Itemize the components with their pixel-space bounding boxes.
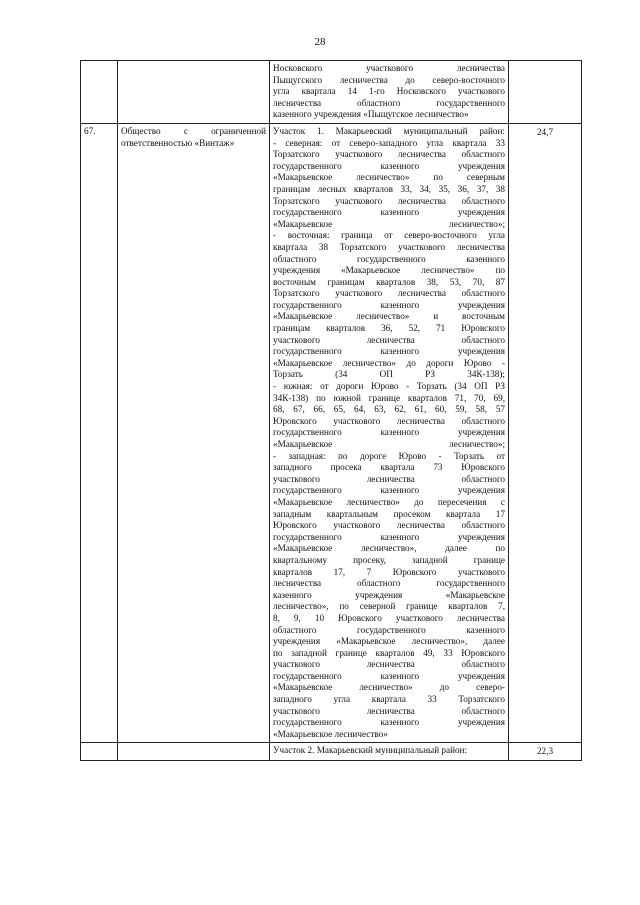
description-line: участкового лесничества областного xyxy=(273,334,505,345)
description-line: западным квартальным просеком квартала 17 xyxy=(273,508,505,519)
description-line: «Макарьевское лесничество» xyxy=(273,728,388,739)
page-number: 28 xyxy=(314,36,326,48)
cell-organization xyxy=(118,123,270,742)
description-line: государственного казенного учреждения xyxy=(273,160,505,171)
cell-area-plot-2: 22,3 xyxy=(509,743,582,761)
description-line: государственного казенного учреждения xyxy=(273,670,505,681)
description-line: 68, 67, 66, 65, 64, 63, 62, 61, 60, 59, 58, 57 xyxy=(273,404,505,415)
description-line: Торзатского участкового лесничества областного xyxy=(273,288,505,299)
table-row-67 xyxy=(81,123,582,742)
description-line: государственного казенного учреждения xyxy=(273,427,505,438)
cell-org-empty xyxy=(118,743,270,761)
table-row-continuation xyxy=(81,61,582,124)
description-line: 34К-138) по южной границе кварталов 71, 70, 69, xyxy=(273,392,505,403)
cell-org-empty xyxy=(118,61,270,124)
description-line: - южная: от дороги Юрово - Торзать (34 ОП РЗ xyxy=(273,381,505,392)
description-line: областного государственного казенного xyxy=(273,624,505,635)
description-line: угла квартала 14 1-го Носковского участкового xyxy=(273,86,505,97)
description-line: кварталов 17, 7 Юровского участкового xyxy=(273,566,505,577)
description-line: учреждения «Макарьевское лесничество», далее xyxy=(273,636,505,647)
description-line: государственного казенного учреждения xyxy=(273,717,505,728)
description-line: «Макарьевское лесничество»; xyxy=(273,218,505,229)
cell-row-number: 67. xyxy=(81,123,118,742)
description-line: государственного казенного учреждения xyxy=(273,485,505,496)
cell-description-plot-1 xyxy=(270,123,509,742)
cell-number-empty xyxy=(81,743,118,761)
cell-description-continuation xyxy=(270,61,509,124)
description-line: участкового лесничества областного xyxy=(273,473,505,484)
cell-area-plot-1: 24,7 xyxy=(509,123,582,742)
description-line: казенного учреждения «Макарьевское xyxy=(273,589,505,600)
table-row-67-plot-2 xyxy=(81,743,582,761)
description-line: границам лесных кварталов 33, 34, 35, 36, 37, 38 xyxy=(273,183,505,194)
description-line: лесничества областного государственного xyxy=(273,97,505,108)
description-line: казенного учреждения «Пыщугское лесничество» xyxy=(273,109,469,120)
description-line: - западная: по дороге Юрово - Торзать от xyxy=(273,450,505,461)
description-line: «Макарьевское лесничество» по северным xyxy=(273,172,505,183)
description-line: по западной границе кварталов 49, 33 Юровского xyxy=(273,647,505,658)
description-line: - восточная: граница от северо-восточного угла xyxy=(273,230,505,241)
cell-area-empty xyxy=(509,61,582,124)
cell-number-empty xyxy=(81,61,118,124)
description-line: Участок 1. Макарьевский муниципальный район: xyxy=(273,125,505,136)
description-line: Юровского участкового лесничества областного xyxy=(273,415,505,426)
description-line: границам кварталов 36, 52, 71 Юровского xyxy=(273,323,505,334)
description-line: западного угла квартала 33 Торзатского xyxy=(273,694,505,705)
description-line: государственного казенного учреждения xyxy=(273,346,505,357)
description-line: Торзать (34 ОП РЗ 34К-138); xyxy=(273,369,505,380)
description-line: квартальному просеку, западной границе xyxy=(273,554,505,565)
description-line: участкового лесничества областного xyxy=(273,659,505,670)
description-line: учреждения «Макарьевское лесничество» по xyxy=(273,265,505,276)
description-line: государственного казенного учреждения xyxy=(273,531,505,542)
description-line: областного государственного казенного xyxy=(273,253,505,264)
description-line: лесничества областного государственного xyxy=(273,578,505,589)
description-line: Юровского участкового лесничества областного xyxy=(273,520,505,531)
description-line: Носковского участкового лесничества xyxy=(273,63,505,73)
description-line: «Макарьевское лесничество» до пересечения с xyxy=(273,496,505,507)
description-line: государственного казенного учреждения xyxy=(273,299,505,310)
description-line: участкового лесничества областного xyxy=(273,705,505,716)
description-line: «Макарьевское лесничество» до дороги Юрово - xyxy=(273,357,505,368)
description-line: «Макарьевское лесничество»; xyxy=(273,439,505,449)
document-table xyxy=(80,60,582,761)
description-line: Торзатского участкового лесничества областного xyxy=(273,195,505,206)
description-line: «Макарьевское лесничество» и восточным xyxy=(273,311,505,322)
description-line: восточным границам кварталов 38, 53, 70, 87 xyxy=(273,276,505,287)
description-line: «Макарьевское лесничество», далее по xyxy=(273,543,505,554)
description-line: Пыщугского лесничества до северо-восточного xyxy=(273,74,505,85)
description-line: 8, 9, 10 Юровского участкового лесничества xyxy=(273,612,505,623)
description-line: лесничество», по северной границе кварталов 7, xyxy=(273,601,505,612)
description-line: государственного казенного учреждения xyxy=(273,207,505,218)
description-line: западного просека квартала 73 Юровского xyxy=(273,462,505,473)
description-line: квартала 38 Торзатского участкового лесничества xyxy=(273,241,505,252)
description-line: - северная: от северо-западного угла квартала 33 xyxy=(273,137,505,148)
organization-line: ответственностью «Винтаж» xyxy=(121,137,235,148)
organization-line: Общество с ограниченной xyxy=(121,125,266,136)
cell-description-plot-2: Участок 2. Макарьевский муниципальный район: xyxy=(270,743,509,761)
description-line: Торзатского участкового лесничества областного xyxy=(273,149,505,160)
description-line: «Макарьевское лесничество» до северо- xyxy=(273,682,505,693)
